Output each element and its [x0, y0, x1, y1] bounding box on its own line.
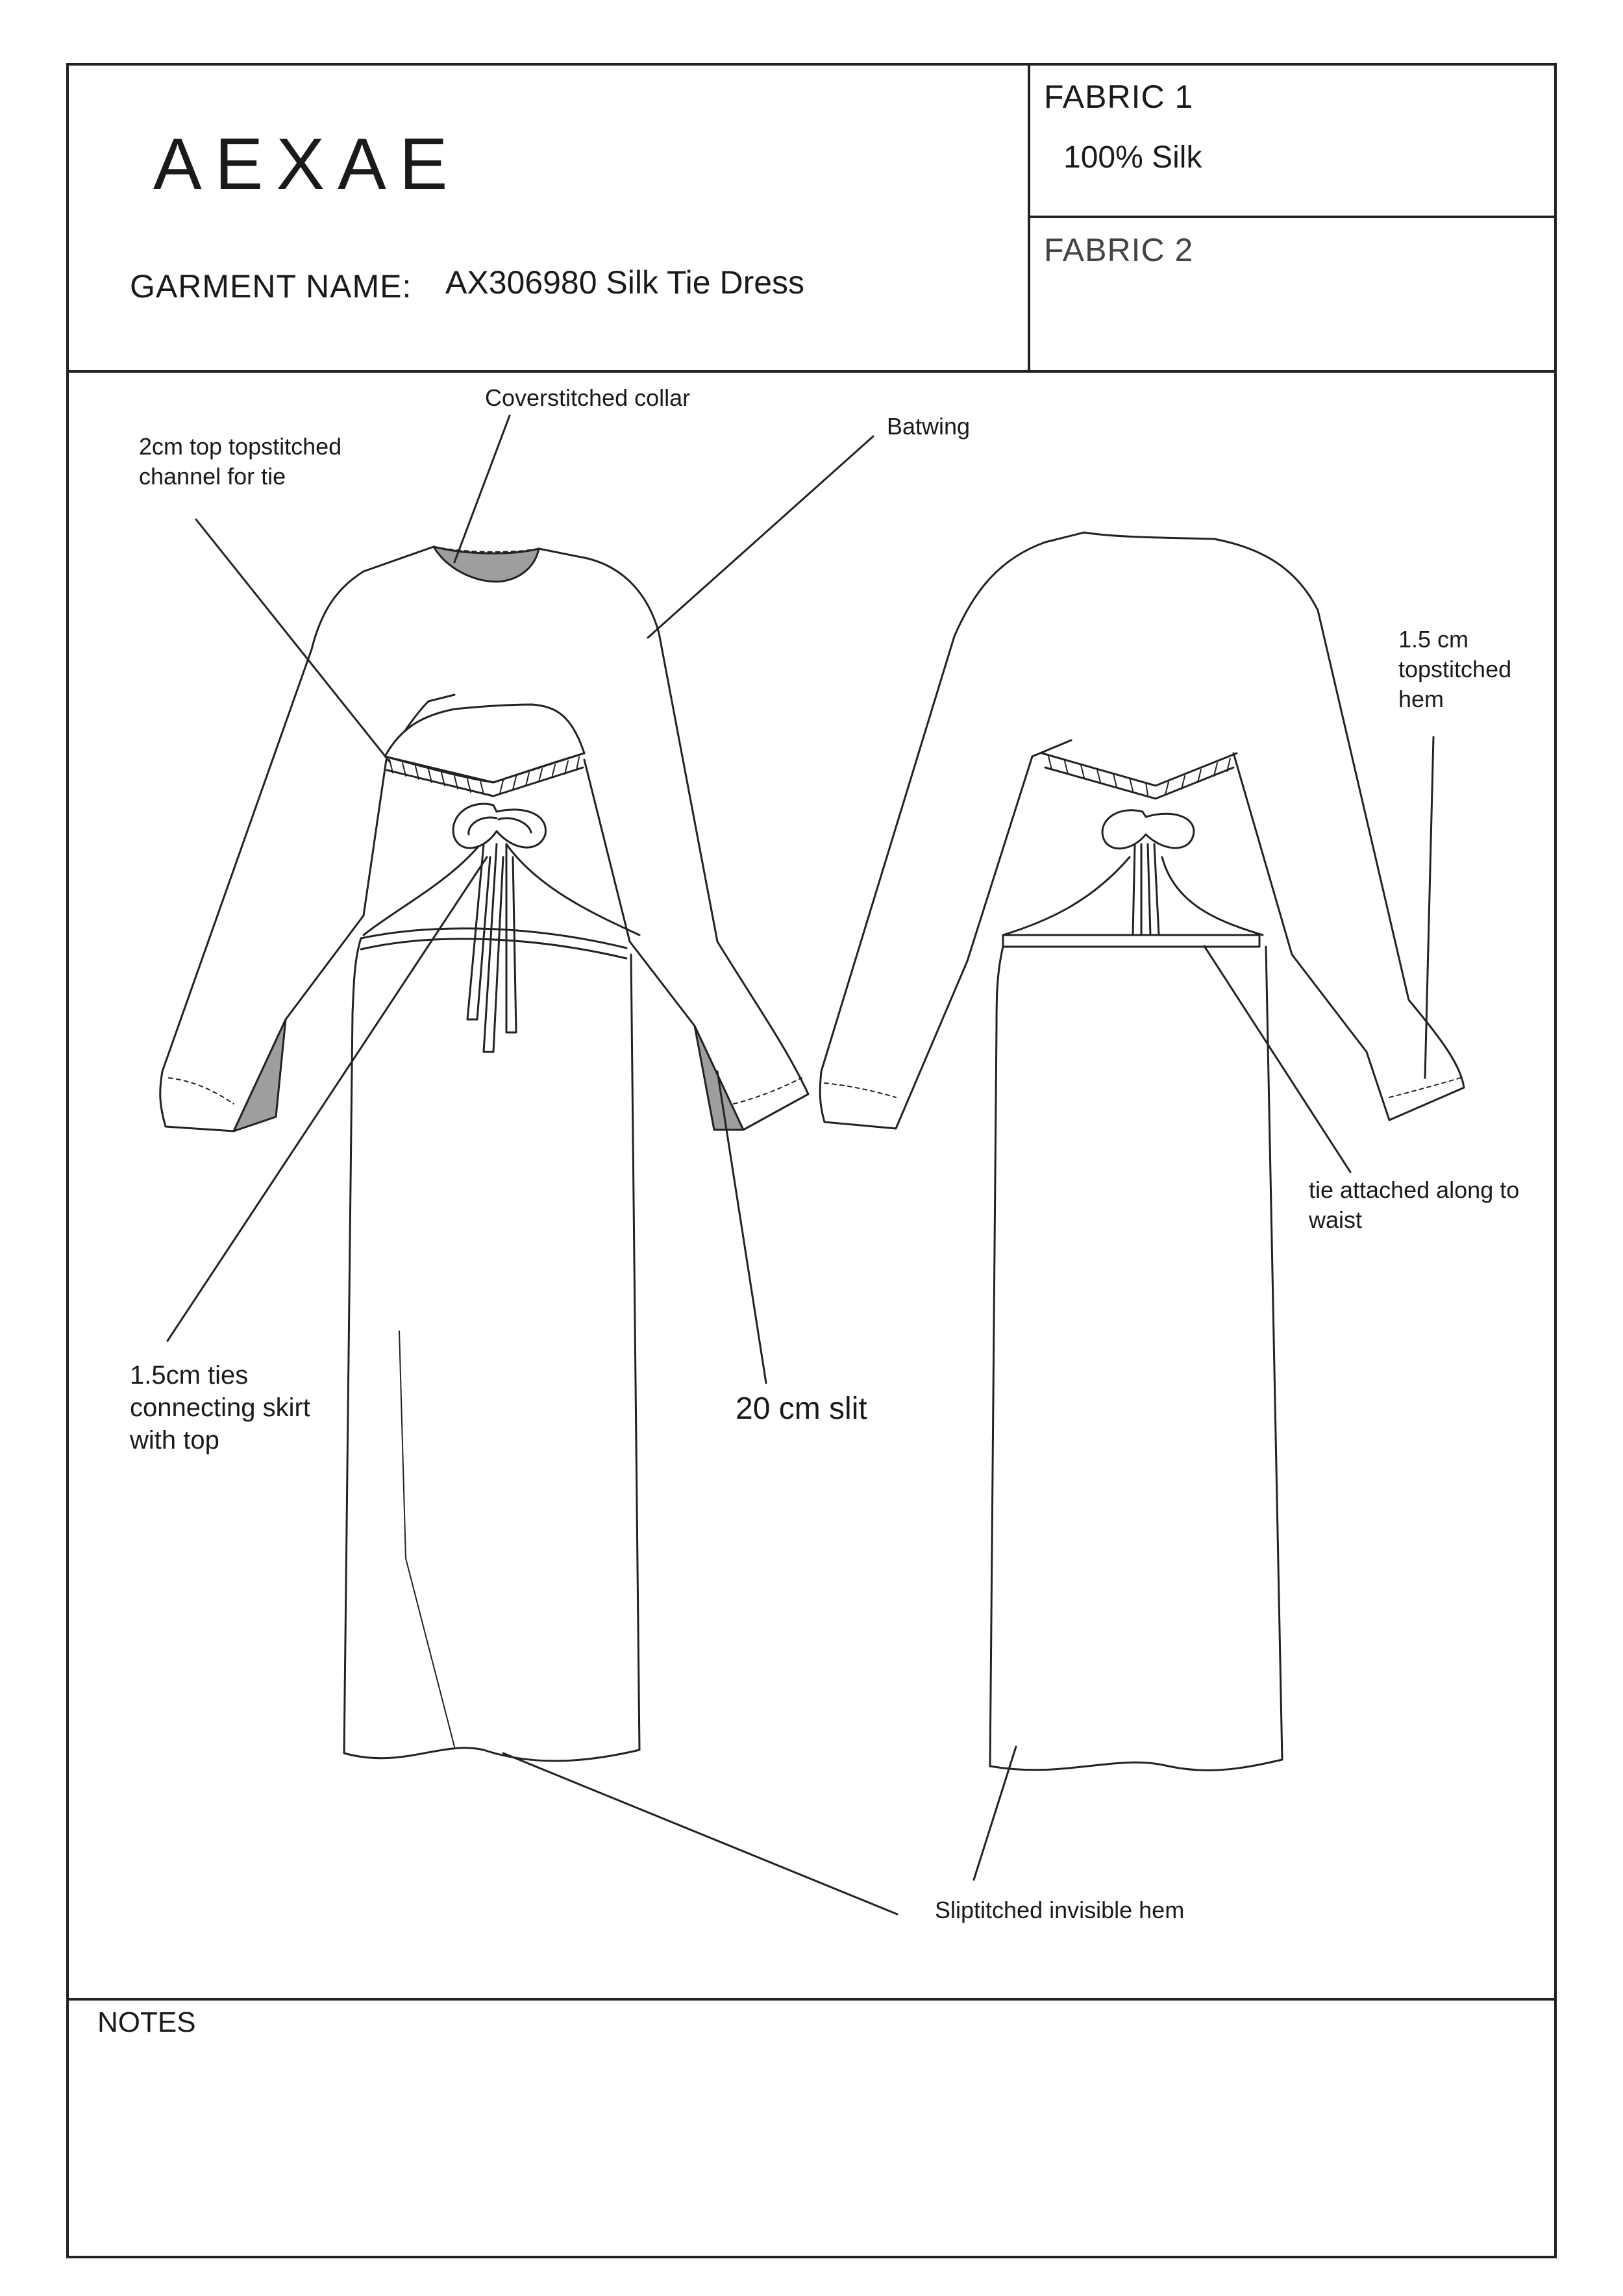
- front-left-cuff: [169, 1078, 234, 1104]
- front-view-dress: [160, 547, 808, 1761]
- callout-tie-waist: tie attached along to waist: [1309, 1177, 1520, 1233]
- back-neckline: [1084, 532, 1214, 539]
- leader-collar: [454, 416, 510, 562]
- leader-channel: [196, 519, 390, 762]
- callout-batwing: Batwing: [887, 413, 971, 440]
- notes-title: NOTES: [97, 2006, 196, 2038]
- callout-leader-lines: [167, 416, 1433, 1914]
- leader-batwing: [648, 436, 873, 638]
- back-ties: [1133, 844, 1159, 935]
- callout-slit: 20 cm slit: [736, 1391, 867, 1426]
- back-waist-band: [1003, 935, 1259, 947]
- front-bow: [453, 804, 545, 848]
- leader-ties-skirt: [167, 857, 487, 1341]
- fabric-1-title: FABRIC 1: [1044, 79, 1194, 115]
- callout-ties-skirt: 1.5cm ties connecting skirt with top: [130, 1361, 310, 1454]
- back-left-cuff: [824, 1083, 896, 1097]
- leader-hem-front: [503, 1753, 897, 1914]
- back-channel: [1042, 753, 1237, 786]
- front-left-slit: [234, 1019, 286, 1131]
- front-skirt-slit: [399, 1331, 454, 1747]
- brand-logo: AEXAE: [153, 123, 461, 205]
- fabric-2-title: FABRIC 2: [1044, 232, 1194, 268]
- back-channel-lower: [1045, 767, 1233, 799]
- front-waist-seam: [361, 929, 626, 948]
- front-waist-seam2: [361, 939, 626, 958]
- back-skirt: [990, 947, 1282, 1770]
- callout-channel: 2cm top topstitched channel for tie: [139, 433, 342, 490]
- back-bow: [1102, 810, 1194, 849]
- leader-tie-waist: [1204, 946, 1350, 1172]
- back-view-dress: [820, 532, 1464, 1770]
- leader-slit: [717, 1071, 766, 1383]
- callout-hem: Sliptitched invisible hem: [935, 1897, 1185, 1923]
- garment-name-value: AX306980 Silk Tie Dress: [445, 264, 805, 301]
- front-skirt: [344, 938, 639, 1761]
- fabric-1-value: 100% Silk: [1063, 140, 1202, 175]
- callout-hem-sleeve: 1.5 cm topstitched hem: [1398, 626, 1512, 712]
- garment-name-label: GARMENT NAME:: [130, 268, 412, 305]
- front-right-cuff: [734, 1078, 802, 1104]
- front-collar-lining: [434, 547, 539, 582]
- callout-collar: Coverstitched collar: [485, 384, 691, 411]
